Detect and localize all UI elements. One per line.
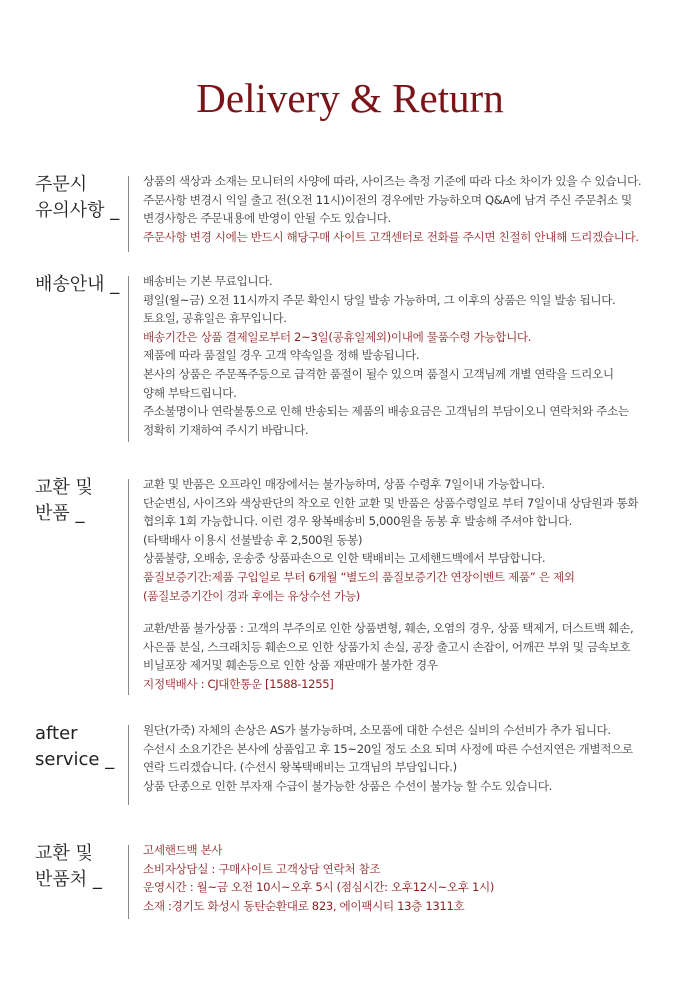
notice-line-highlighted: 품질보증기간:제품 구입일로 부터 6개월 “별도의 품질보증기간 연장이벤트 제품” 은 제외 (143, 569, 575, 584)
notice-line-highlighted: 주문사항 변경 시에는 반드시 해당구매 사이트 고객센터로 전화를 주시면 친절히 안내해 드리겠습니다. (143, 229, 639, 244)
notice-line-highlighted: 소재 :경기도 화성시 동탄순환대로 823, 에이팩시티 13층 1311호 (143, 898, 465, 913)
paragraph-gap (143, 605, 683, 619)
notice-line: 주소불명이나 연락불통으로 인해 반송되는 제품의 배송요금은 고객님의 부담이오니 연락처와 주소는 (143, 404, 629, 419)
section-divider (128, 176, 129, 252)
page-title: Delivery & Return (196, 75, 504, 121)
notice-line: 상품불량, 오배송, 운송중 상품파손으로 인한 택배비는 고세핸드백에서 부담합니다. (143, 551, 546, 566)
notice-line-highlighted: 소비자상담실 : 구매사이트 고객상담 연락처 참조 (143, 861, 381, 876)
notice-line: 상품의 색상과 소재는 모니터의 사양에 따라, 사이즈는 측정 기준에 따라 다소 차이가 있을 수 있습니다. (143, 174, 642, 188)
section-label-order-notice: 주문시 유의사항 _ (35, 174, 120, 221)
section-body-after-service (143, 721, 683, 795)
notice-line: 제품에 따라 품절일 경우 고객 약속일을 정해 발송됩니다. (143, 348, 420, 363)
notice-line: 사은품 분실, 스크래치등 훼손으로 인한 상품가치 손실, 공장 출고시 손잡이, 어깨끈 부위 및 금속보호 (143, 639, 631, 654)
section-divider (128, 725, 129, 805)
section-label-return-address: 교환 및 반품처 _ (35, 843, 102, 890)
notice-line-highlighted: 고세핸드백 본사 (143, 843, 223, 857)
notice-line-highlighted: 지정택배사 : CJ대한통운 [1588-1255] (143, 676, 334, 691)
notice-line: 협의후 1회 가능합니다. 이런 경우 왕복배송비 5,000원을 동봉 후 발송해 주셔야 합니다. (143, 514, 573, 529)
notice-line-highlighted: (품질보증기간이 경과 후에는 유상수선 가능) (143, 588, 360, 603)
section-body-exchange-return (143, 475, 683, 694)
section-body-order-notice (143, 172, 683, 246)
section-label-exchange-return: 교환 및 반품 _ (35, 477, 93, 524)
notice-line: 본사의 상품은 주문폭주등으로 급격한 품절이 될수 있으며 품절시 고객님께 개별 연락을 드리오니 (143, 366, 614, 381)
notice-line: 비닐포장 제거및 훼손등으로 인한 상품 재판매가 불가한 경우 (143, 658, 438, 673)
notice-line: (타택배사 이용시 선불발송 후 2,500원 동봉) (143, 532, 363, 547)
notice-line: 수선시 소요기간은 본사에 상품입고 후 15~20일 정도 소요 되며 사정에 따른 수선지연은 개별적으로 (143, 741, 633, 756)
section-divider (128, 276, 129, 442)
notice-line: 토요일, 공휴일은 휴무입니다. (143, 311, 287, 326)
notice-line: 변경사항은 주문내용에 반영이 안될 수도 있습니다. (143, 211, 391, 226)
notice-line: 정확히 기재하여 주시기 바랍니다. (143, 422, 309, 437)
section-body-delivery-info (143, 272, 683, 439)
notice-line: 주문사항 변경시 익일 출고 전(오전 11시)이전의 경우에만 가능하오며 Q&A에 남겨 주신 주문취소 및 (143, 192, 632, 207)
notice-line: 교환/반품 불가상품 : 고객의 부주의로 인한 상품변형, 훼손, 오염의 경우, 상품 택제거, 더스트백 훼손, (143, 621, 634, 636)
notice-line: 양해 부탁드립니다. (143, 385, 237, 400)
notice-line: 상품 단종으로 인한 부자재 수급이 불가능한 상품은 수선이 불가능 할 수도 있습니다. (143, 778, 552, 793)
notice-line: 평일(월~금) 오전 11시까지 주문 확인시 당일 발송 가능하며, 그 이후의 상품은 익일 발송 됩니다. (143, 292, 616, 307)
section-label-after-service: after service _ (35, 723, 115, 770)
section-divider (128, 845, 129, 919)
notice-line: 단순변심, 사이즈와 색상판단의 착오로 인한 교환 및 반품은 상품수령일로 부터 7일이내 상담원과 통화 (143, 495, 639, 510)
notice-line: 원단(가죽) 자체의 손상은 AS가 불가능하며, 소모품에 대한 수선은 실비의 수선비가 추가 됩니다. (143, 723, 611, 737)
section-body-return-address (143, 841, 683, 915)
notice-line: 연락 드리겠습니다. (수선시 왕복택배비는 고객님의 부담입니다.) (143, 760, 457, 775)
section-divider (128, 479, 129, 695)
notice-line: 교환 및 반품은 오프라인 매장에서는 불가능하며, 상품 수령후 7일이내 가능합니다. (143, 477, 545, 491)
notice-line: 배송비는 기본 무료입니다. (143, 274, 273, 288)
notice-line-highlighted: 배송기간은 상품 결제일로부터 2~3일(공휴일제외)이내에 물품수령 가능합니다. (143, 329, 532, 344)
section-label-delivery-info: 배송안내 _ (35, 274, 120, 295)
notice-line-highlighted: 운영시간 : 월~금 오전 10시~오후 5시 (점심시간: 오후12시~오후 1시) (143, 880, 495, 895)
